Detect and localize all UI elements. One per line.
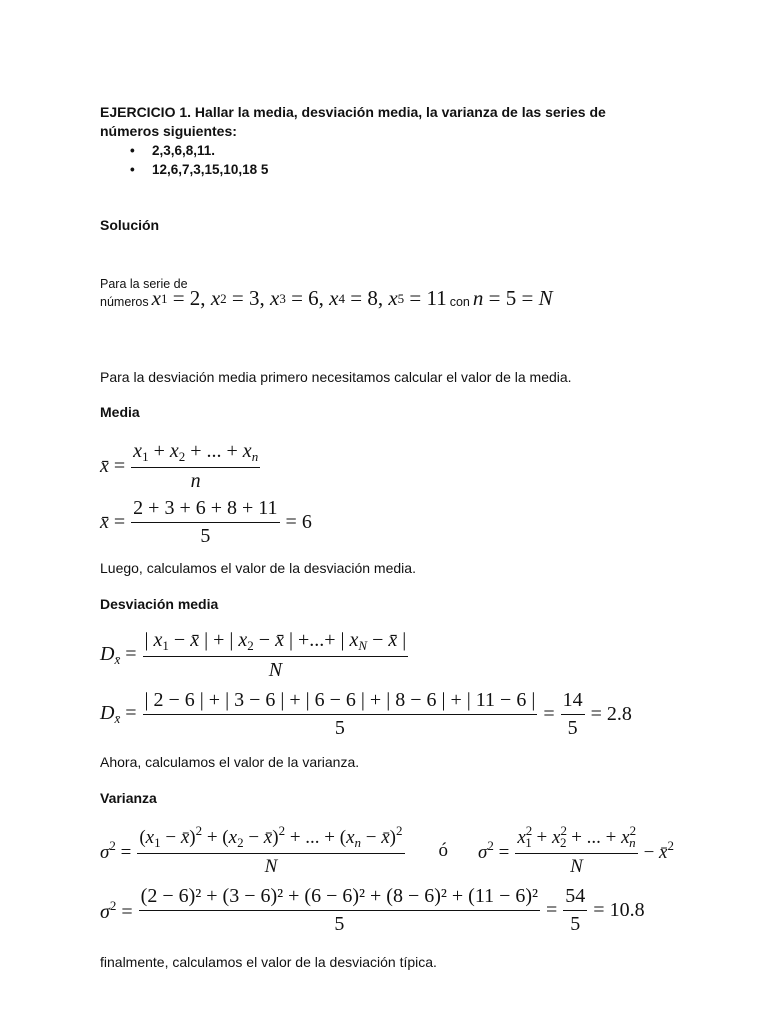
n-equals-formula: n = 5 = N [472, 286, 553, 310]
exercise-statement [100, 103, 606, 141]
media-intro-text: Para la desviación media primero necesitamos calcular el valor de la media. [100, 369, 572, 385]
mean-formula-values: x̄ = $\frac{2 + 3 + 6 + 8 + 11}{5}$ = 6 [100, 497, 312, 547]
desviacion-result-fraction: $\frac{14}{5}$ [562, 689, 583, 739]
intro-text-line2: números [100, 294, 149, 309]
media-heading: Media [100, 404, 140, 420]
varianza-values-numerator: (2 − 6)² + (3 − 6)² + (6 − 6)² + (8 − 6)² + (11 − 6)² [139, 885, 540, 911]
desviacion-heading: Desviación media [100, 596, 219, 612]
series-list [100, 141, 268, 179]
desviacion-values-numerator: | 2 − 6 | + | 3 − 6 | + | 6 − 6 | + | 8 − 6 | + | 11 − 6 | [143, 689, 538, 715]
varianza-alt-fraction: $\frac{x^2_1 + x^2_2 + ... + x^2_n}{N}$ [517, 823, 637, 877]
series-item-2: • 12,6,7,3,15,10,18 5 [100, 160, 268, 179]
varianza-values-fraction: $\frac{\text{(2 − 6)² + (3 − 6)² + (6 − 6)² + (8 − 6)² + (11 − 6)²}}{5}$ [140, 885, 539, 935]
mean-result: 6 [301, 511, 312, 533]
desviacion-result: 2.8 [606, 703, 632, 725]
varianza-formula-values: $\sigma^2$ = $\frac{\text{(2 − 6)² + (3 − 6)² + (6 − 6)² + (8 − 6)² + (11 − 6)²}}{5}$ = $\frac{54}{5}$ = 10.8 [100, 885, 645, 935]
varianza-formula-general: $\sigma^2$ = $\frac{(x_1 - x̄)^2 + (x_2 - x̄)^2 + ... + (x_n - x̄)^2}{N}$ ó $\sigma^2$ = $\frac{x^2_1 + x^2_2 + ... + x^2_n}{N}$ − x̄$^2$ [100, 823, 674, 877]
varianza-general-fraction: $\frac{(x_1 - x̄)^2 + (x_2 - x̄)^2 + ... + (x_n - x̄)^2}{N}$ [139, 823, 403, 877]
mean-values-numerator: 2 + 3 + 6 + 8 + 11 [131, 497, 279, 523]
mean-formula-general: x̄ = $\frac{x_1 + x_2 + ... + x_n}{n}$ [100, 440, 259, 492]
varianza-intro-text: Ahora, calculamos el valor de la varianza. [100, 754, 360, 770]
varianza-heading: Varianza [100, 790, 157, 806]
desviacion-values-fraction: $\frac{| 2 - 6 | + | 3 - 6 | + | 6 - 6 | + | 8 - 6 | + | 11 - 6 |}{5}$ [144, 689, 536, 739]
desviacion-formula-general: $D_{x̄}$ = $\frac{| x_1 - x̄ | + | x_2 - x̄ | +...+ | x_N - x̄ |}{N}$ [100, 629, 407, 681]
varianza-result: 10.8 [609, 899, 645, 921]
mean-values-fraction [131, 497, 279, 548]
desviacion-intro-text: Luego, calculamos el valor de la desviación media. [100, 560, 416, 576]
final-text: finalmente, calculamos el valor de la desviación típica. [100, 954, 437, 970]
intro-formula-line [100, 286, 553, 311]
intro-text-line1: Para la serie de [100, 277, 188, 291]
solution-heading: Solución [100, 217, 160, 233]
mean-values-denominator: 5 [200, 525, 211, 547]
or-word: ó [438, 839, 448, 861]
desviacion-general-fraction: $\frac{| x_1 - x̄ | + | x_2 - x̄ | +...+ | x_N - x̄ |}{N}$ [144, 629, 407, 681]
desviacion-formula-values: $D_{x̄}$ = $\frac{| 2 - 6 | + | 3 - 6 | + | 6 - 6 | + | 8 - 6 | + | 11 - 6 |}{5}$ = $\frac{14}{5}$ = 2.8 [100, 689, 632, 739]
series-values-formula: x 1 = 2, x 2 = 3, x 3 = 6, x 4 = 8, x 5 = 11 [151, 286, 447, 310]
mean-general-fraction: $\frac{x_1 + x_2 + ... + x_n}{n}$ [133, 440, 259, 492]
exercise-title-line1: EJERCICIO 1. Hallar la media, desviación media, la varianza de las series de [100, 104, 606, 120]
intro-con-word: con [449, 294, 470, 309]
exercise-title-line2: números siguientes: [100, 123, 237, 139]
varianza-result-fraction: $\frac{54}{5}$ [565, 885, 586, 935]
series-item-1: • 2,3,6,8,11. [100, 141, 268, 160]
